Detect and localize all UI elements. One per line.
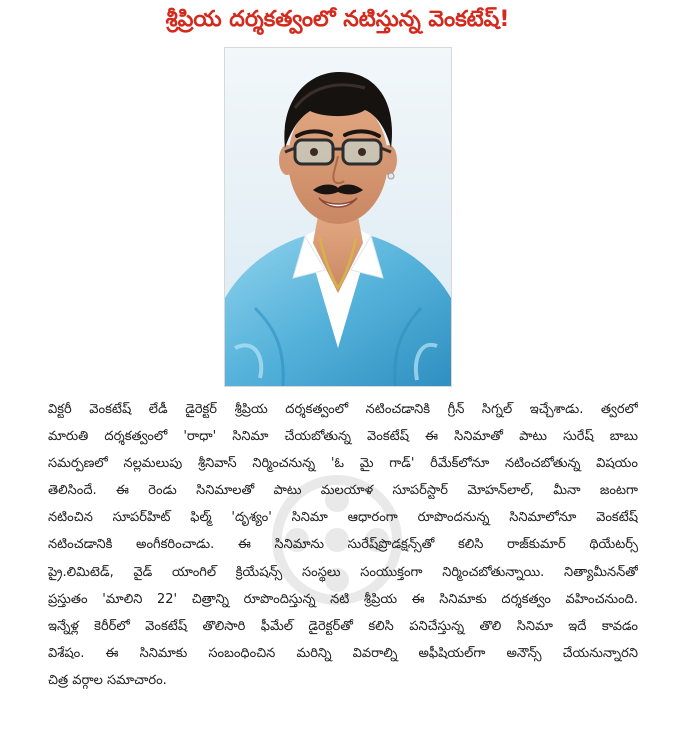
article-body: [48, 396, 638, 741]
article-line: ప్రస్తుతం 'మాలిని 22' చిత్రాన్ని రూపొందిస్తున్న నటి శ్రీప్రియ ఈ సినిమాకు దర్శకత్వం వహించనుంది.: [48, 591, 638, 607]
article-line: ప్రై.లిమిటెడ్, వైడ్ యాంగిల్ క్రియేషన్స్ సంస్థలు సంయుక్తంగా నిర్మించబోతున్నాయి. నిత్యామీనన్‌తో: [48, 564, 638, 580]
article-line: తెలిసిందే. ఈ రెండు సినిమాలతో పాటు మలయాళ సూపర్‌స్టార్ మోహన్‌లాల్, మీనా జంటగా: [48, 483, 638, 499]
article-line: చిత్ర వర్గాల సమాచారం.: [48, 672, 167, 688]
article-photo: [224, 47, 452, 387]
article-line: నటించిన సూపర్‌హిట్ ఫిల్మ్ 'దృశ్యం' సినిమా ఆధారంగా రూపొందనున్న సినిమాలోనూ వెంకటేష్: [48, 510, 638, 526]
article-line: మారుతి దర్శకత్వంలో 'రాధా' సినిమా చేయబోతున్న వెంకటేష్ ఈ సినిమాతో పాటు సురేష్ బాబు: [48, 429, 638, 445]
article-line: ఇన్నేళ్ల కెరీర్‌లో వెంకటేష్ తొలిసారి ఫీమేల్ డైరెక్టర్‌తో కలిసి పనిచేస్తున్న తొలి సినిమా ఇదే కావడం: [48, 618, 638, 634]
article-line: విక్టరీ వెంకటేష్ లేడీ డైరెక్టర్ శ్రీప్రియ దర్శకత్వంలో నటించడానికి గ్రీన్ సిగ్నల్ ఇచ్చేశాడు. త్వరలో: [48, 402, 638, 417]
article-headline: శ్రీప్రియ దర్శకత్వంలో నటిస్తున్న వెంకటేష్!: [165, 7, 510, 32]
article-line: సమర్పణలో నల్లమలుపు శ్రీనివాస్ నిర్మించనున్న 'ఓ మై గాడ్' రీమేక్‌లోనూ నటించబోతున్న విషయం: [48, 456, 638, 472]
portrait-illustration: [225, 48, 451, 386]
article-line: నటించడానికి అంగీకరించాడు. ఈ సినిమాను సురేష్‌ప్రొడక్షన్స్‌తో కలిసి రాజ్‌కుమార్ థియేటర్స్: [48, 537, 638, 553]
article-line: విశేషం. ఈ సినిమాకు సంబంధించిన మరిన్ని వివరాల్ని అఫీషియల్‌గా అనౌన్స్ చేయనున్నారని: [48, 645, 638, 661]
